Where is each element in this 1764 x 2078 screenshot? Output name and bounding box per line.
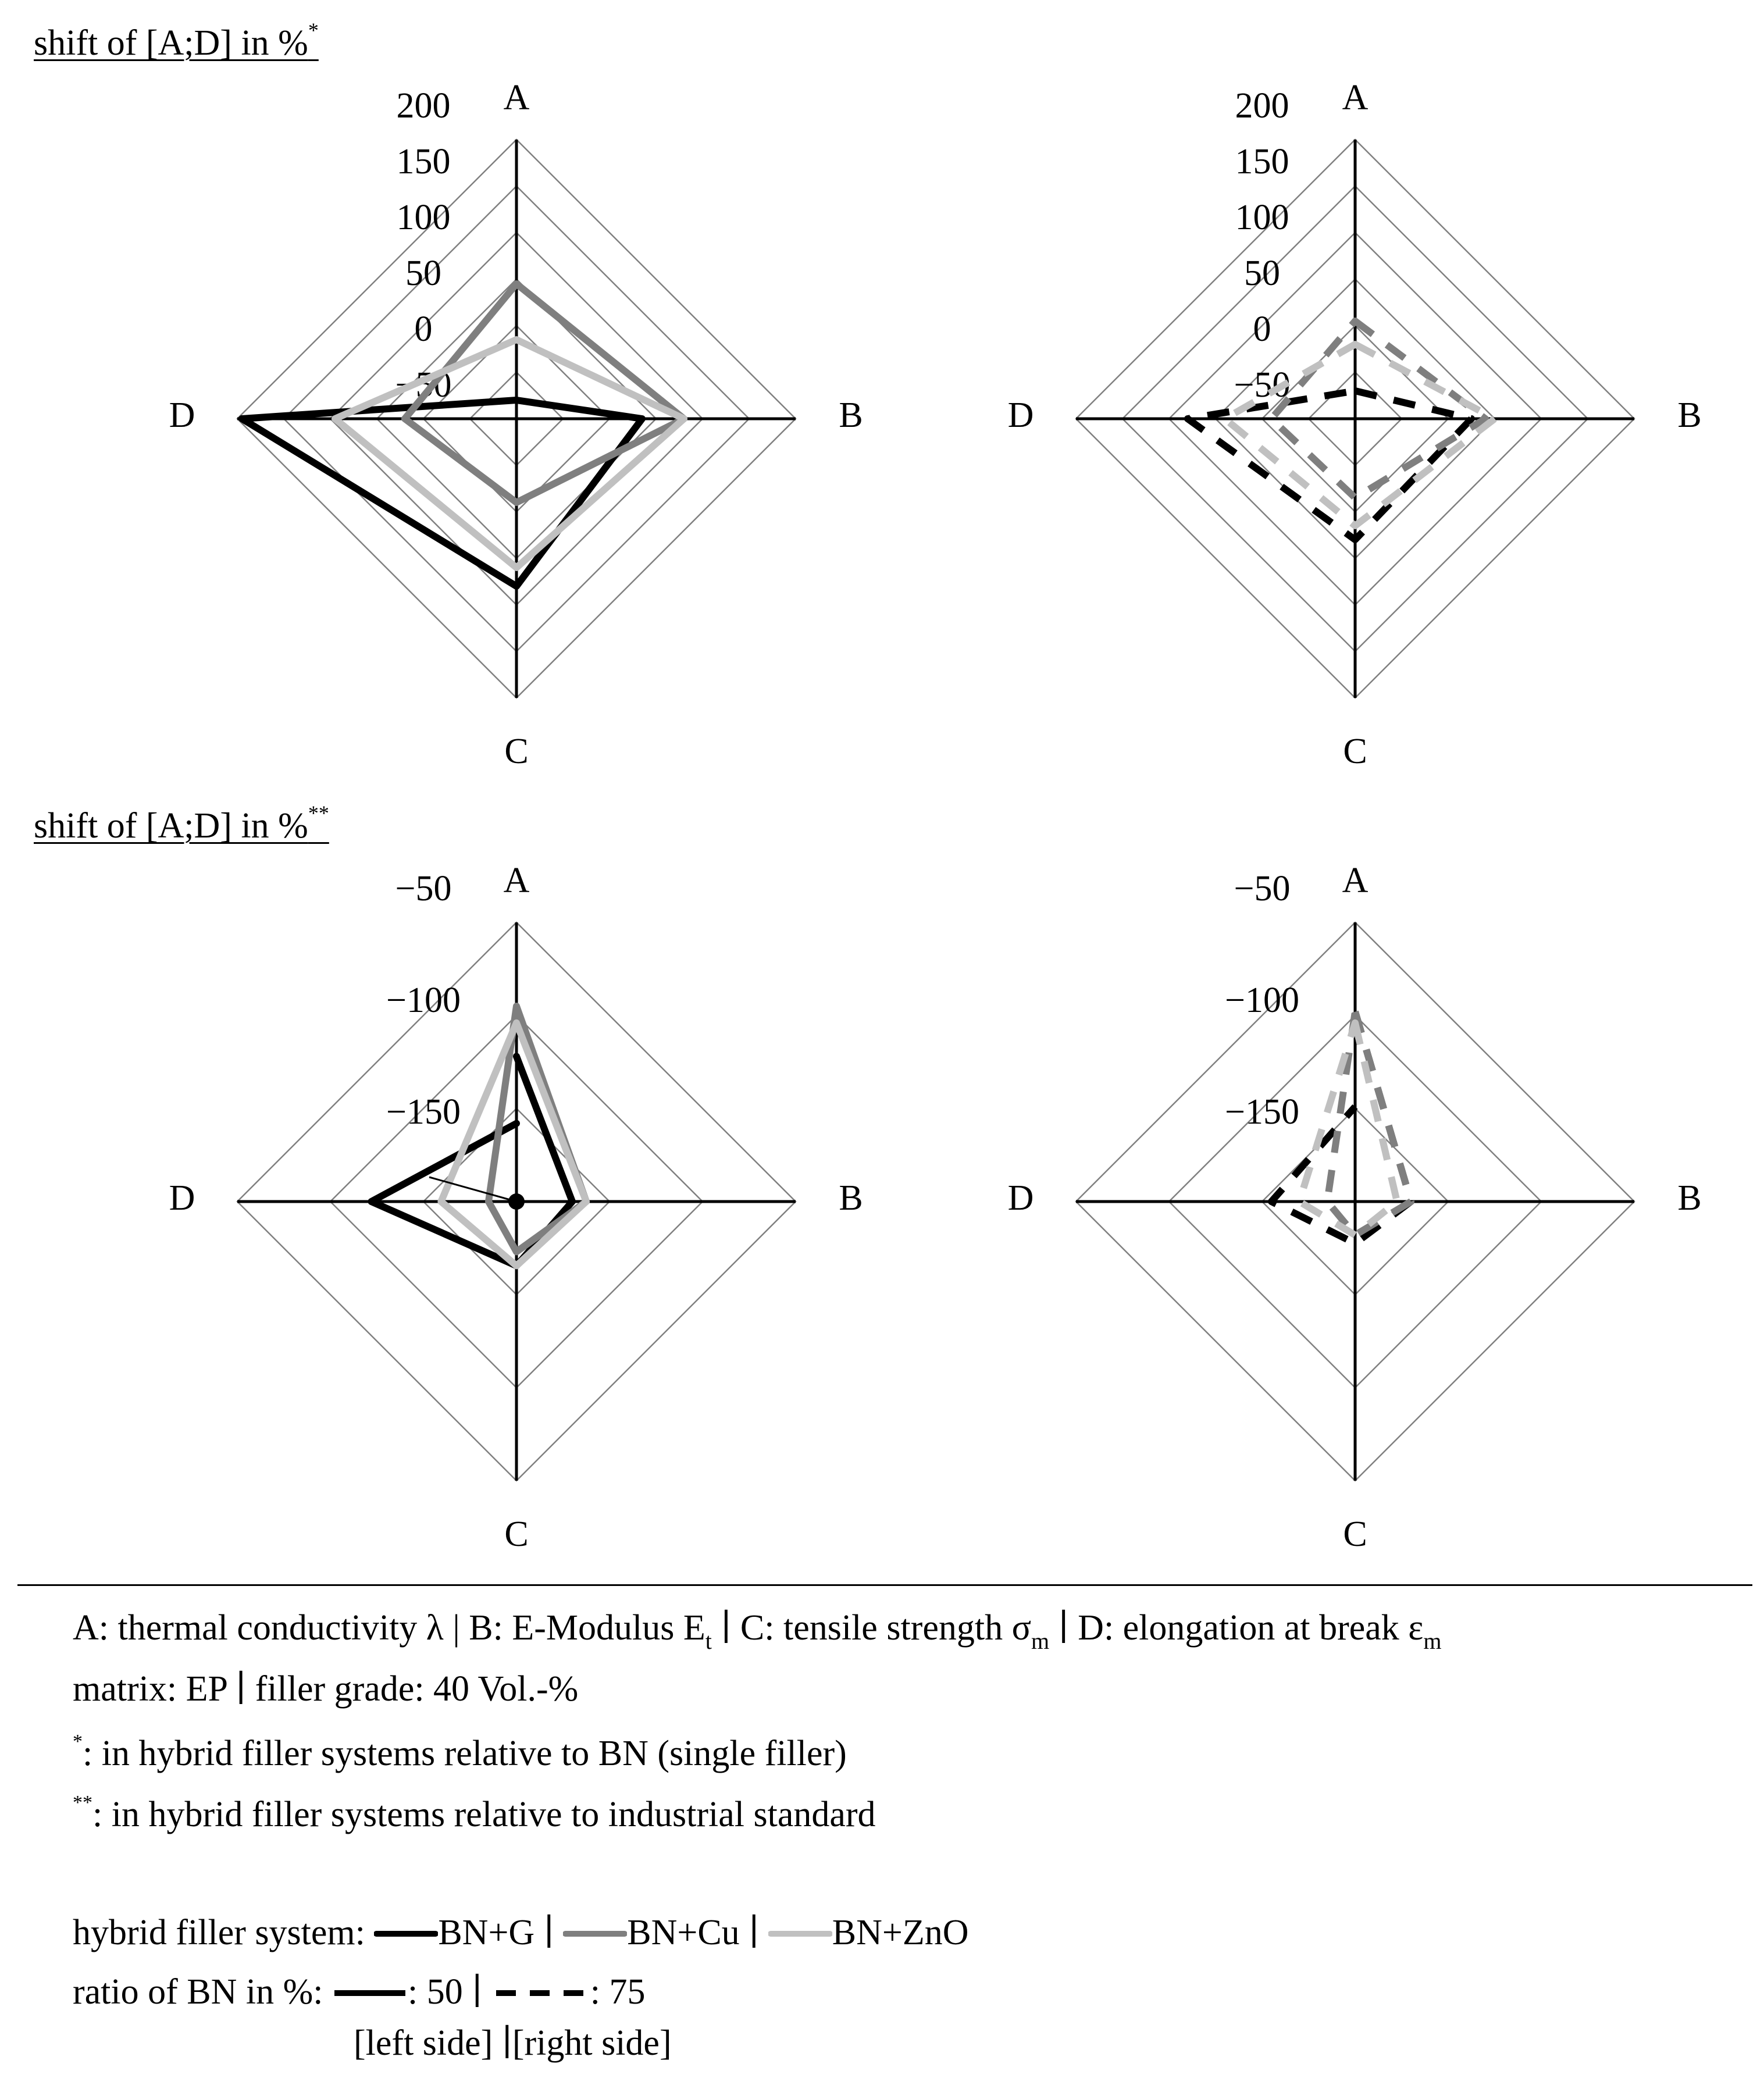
single-star-note: *: in hybrid filler systems relative to BN (single filler) [73, 1731, 847, 1773]
top-left-series-bn-g [242, 400, 642, 586]
top-left-axis-label-c: C [504, 732, 529, 772]
bottom-right-axis-label-c: C [1343, 1514, 1367, 1555]
divider-rule [17, 1584, 1752, 1586]
legend-ratio: ratio of BN in %: : 50 ∣ : 75 [73, 1972, 646, 2012]
top-left-axis-label-d: D [169, 395, 195, 436]
bottom-right-tick-label: −100 [1225, 981, 1299, 1021]
bottom-left-series-bn-zno [441, 1023, 586, 1266]
bottom-left-center-marker [508, 1193, 525, 1210]
bottom-left-tick-label: −150 [386, 1092, 461, 1132]
legend-sides: [left side] ∣[right side] [354, 2023, 672, 2063]
legend-swatch-ratio-50 [332, 1987, 408, 1999]
bottom-right-series-bn-zno [1299, 1023, 1397, 1235]
top-left-tick-label: 50 [405, 254, 441, 294]
top-right-tick-label: 150 [1235, 142, 1289, 182]
top-left-axis-label-b: B [839, 395, 863, 436]
top-right-tick-label: 100 [1235, 198, 1289, 238]
bottom-left-tick-label: −50 [395, 869, 452, 909]
legend-hybrid-filler: hybrid filler system: BN+G ∣ BN+Cu ∣ BN+ZnO [73, 1913, 969, 1952]
legend-swatch-bng [374, 1928, 438, 1940]
bottom-left-axis-label-c: C [504, 1514, 529, 1555]
top-right-tick-label: −50 [1234, 365, 1291, 405]
axis-definitions: A: thermal conductivity λ | B: E-Modulus $E_t$ ∣ C: tensile strength $\sigma_m$ ∣ D: elongation at break $\varepsilon_m$ [73, 1608, 1442, 1654]
bottom-right-axis-label-a: A [1342, 861, 1369, 901]
top-left-tick-label: −50 [395, 365, 452, 405]
bottom-left-axis-label-b: B [839, 1178, 863, 1218]
legend-swatch-bncu [563, 1928, 627, 1940]
matrix-note: matrix: EP ∣ filler grade: 40 Vol.-% [73, 1669, 579, 1709]
top-section-title: shift of [A;D] in %* [34, 19, 319, 63]
legend-swatch-ratio-75 [491, 1987, 590, 1999]
bottom-right-tick-label: −50 [1234, 869, 1291, 909]
top-right-axis-label-c: C [1343, 732, 1367, 772]
double-star-note: **: in hybrid filler systems relative to industrial standard [73, 1792, 876, 1834]
top-right-axis-label-a: A [1342, 78, 1369, 118]
bottom-left-axis-label-d: D [169, 1178, 195, 1218]
bottom-right-axis-label-b: B [1677, 1178, 1702, 1218]
top-right-tick-label: 200 [1235, 86, 1289, 126]
top-left-axis-label-a: A [503, 78, 530, 118]
bottom-right-axis-label-d: D [1007, 1178, 1034, 1218]
bottom-left-axis-label-a: A [503, 861, 530, 901]
top-left-tick-label: 0 [414, 309, 433, 350]
top-left-tick-label: 150 [396, 142, 451, 182]
bottom-section-title: shift of [A;D] in %** [34, 801, 329, 846]
top-left-tick-label: 100 [396, 198, 451, 238]
bottom-right-tick-label: −150 [1225, 1092, 1299, 1132]
top-right-axis-label-d: D [1007, 395, 1034, 436]
top-left-tick-label: 200 [396, 86, 451, 126]
top-right-axis-label-b: B [1677, 395, 1702, 436]
legend-swatch-bnzno [768, 1928, 832, 1940]
top-right-tick-label: 0 [1253, 309, 1271, 350]
top-right-series-bn-cu [1271, 321, 1485, 498]
bottom-left-tick-label: −100 [386, 981, 461, 1021]
top-right-tick-label: 50 [1244, 254, 1280, 294]
